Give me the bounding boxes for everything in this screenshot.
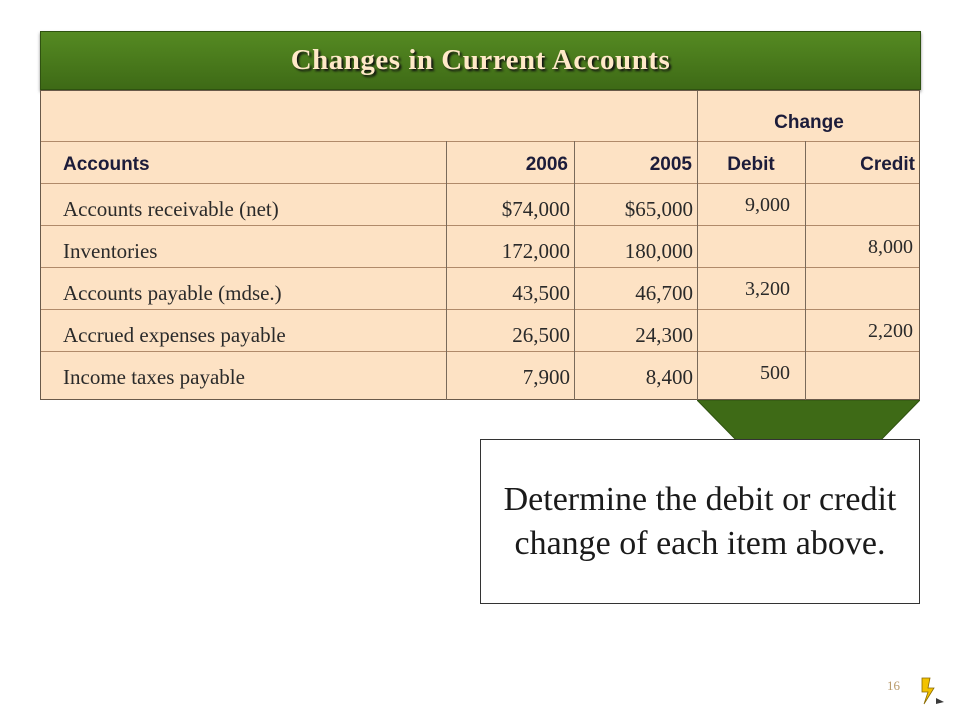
- cell-account: Accounts receivable (net): [63, 197, 279, 221]
- column-divider: [446, 141, 447, 400]
- column-header-credit: Credit: [860, 154, 915, 175]
- cell-debit: 9,000: [745, 194, 790, 216]
- row-divider: [41, 351, 919, 352]
- callout-box: [480, 439, 920, 604]
- column-header-2005: 2005: [649, 154, 692, 175]
- column-header-2006: 2006: [525, 154, 568, 175]
- row-divider: [41, 141, 919, 142]
- cell-debit: 500: [760, 362, 790, 384]
- slide-title: Changes in Current Accounts: [290, 44, 671, 76]
- cell-2005: 24,300: [635, 323, 693, 347]
- callout-arrow: [697, 400, 920, 444]
- cell-account: Income taxes payable: [63, 365, 245, 389]
- cell-account: Inventories: [63, 239, 158, 263]
- cell-2006: $74,000: [501, 197, 570, 221]
- cell-account: Accrued expenses payable: [63, 323, 286, 347]
- row-divider: [41, 309, 919, 310]
- cell-credit: 2,200: [868, 320, 913, 342]
- cell-2006: 43,500: [512, 281, 570, 305]
- cell-2005: $65,000: [624, 197, 693, 221]
- cell-2006: 172,000: [501, 239, 570, 263]
- column-divider: [697, 91, 698, 400]
- title-bar: [40, 31, 921, 90]
- column-header-accounts: Accounts: [63, 154, 150, 175]
- cell-account: Accounts payable (mdse.): [63, 281, 282, 305]
- callout-text: Determine the debit or credit change of each item above.: [503, 480, 897, 562]
- row-divider: [41, 267, 919, 268]
- cell-credit: 8,000: [868, 236, 913, 258]
- cell-2005: 8,400: [645, 365, 693, 389]
- row-divider: [41, 183, 919, 184]
- cell-2005: 46,700: [635, 281, 693, 305]
- column-divider: [574, 141, 575, 400]
- row-divider: [41, 225, 919, 226]
- cell-2006: 26,500: [512, 323, 570, 347]
- change-group-header: Change: [774, 112, 844, 133]
- cell-debit: 3,200: [745, 278, 790, 300]
- lightning-bolt-icon: [916, 676, 946, 706]
- accounts-table: [40, 90, 920, 400]
- column-header-debit: Debit: [727, 154, 775, 175]
- cell-2006: 7,900: [522, 365, 570, 389]
- column-divider: [805, 141, 806, 400]
- page-number: 16: [887, 678, 900, 693]
- cell-2005: 180,000: [624, 239, 693, 263]
